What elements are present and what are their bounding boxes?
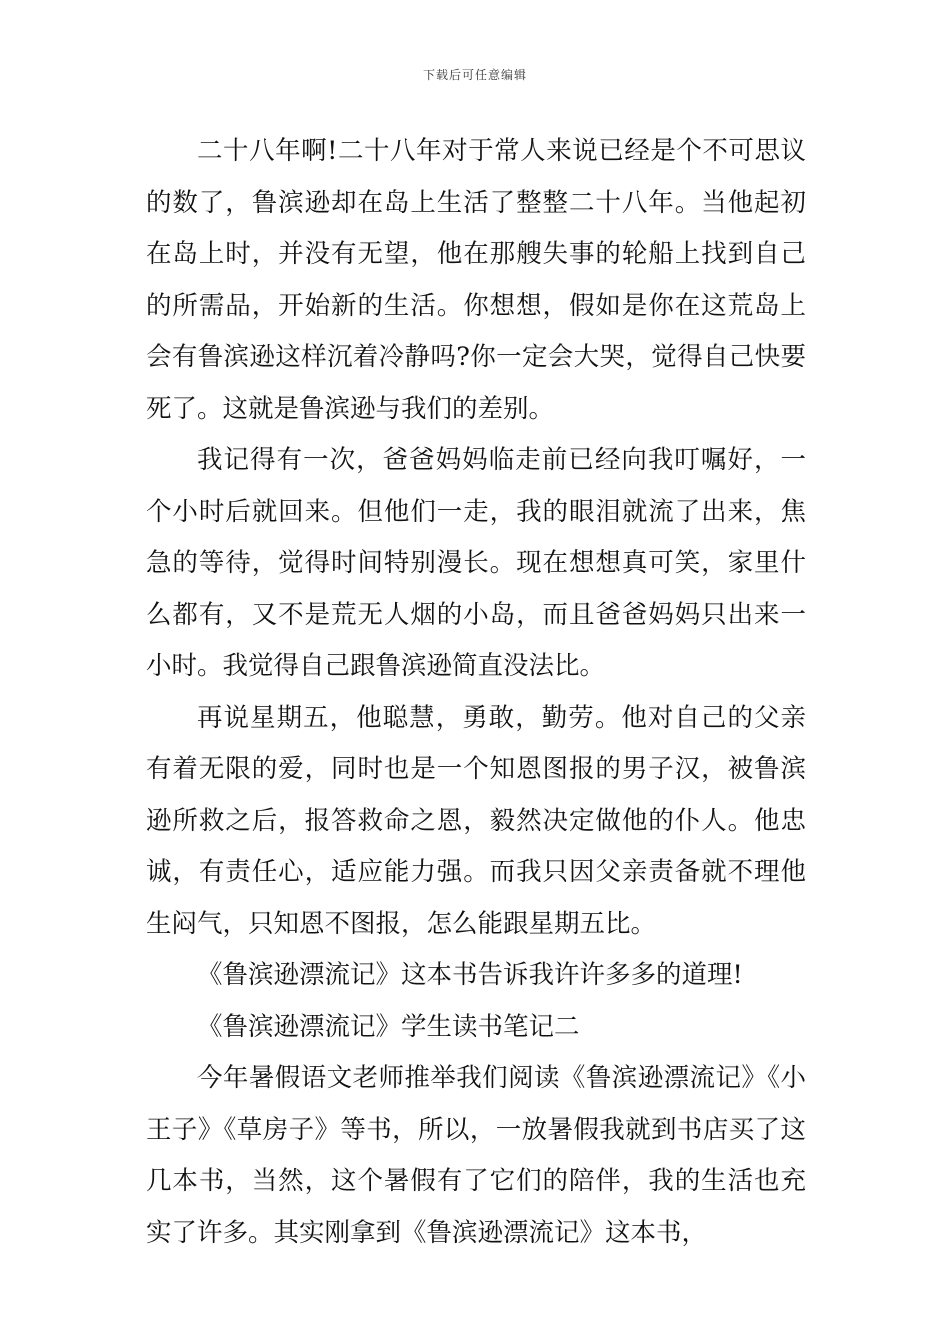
document-body bbox=[146, 126, 806, 1259]
page-header: 下载后可任意编辑 bbox=[422, 68, 527, 82]
paragraph-3: 再说星期五，他聪慧，勇敢，勤劳。他对自己的父亲有着无限的爱，同时也是一个知恩图报的男子汉，被鲁滨逊所救之后，报答救命之恩，毅然决定做他的仆人。他忠诚，有责任心，适应能力强。而我只因父亲责备就不理他生闷气，只知恩不图报，怎么能跟星期五比。 bbox=[146, 702, 806, 939]
section-title: 《鲁滨逊漂流记》学生读书笔记二 bbox=[197, 1011, 580, 1042]
paragraph-4: 《鲁滨逊漂流记》这本书告诉我许许多多的道理! bbox=[197, 960, 743, 990]
paragraph-1: 二十八年啊!二十八年对于常人来说已经是个不可思议的数了，鲁滨逊却在岛上生活了整整二十八年。当他起初在岛上时，并没有无望，他在那艘失事的轮船上找到自己的所需品，开始新的生活。你想想，假如是你在这荒岛上会有鲁滨逊这样沉着冷静吗?你一定会大哭，觉得自己快要死了。这就是鲁滨逊与我们的差别。 bbox=[146, 136, 806, 424]
paragraph-5: 今年暑假语文老师推举我们阅读《鲁滨逊漂流记》《小王子》《草房子》等书，所以，一放暑假我就到书店买了这几本书，当然，这个暑假有了它们的陪伴，我的生活也充实了许多。其实刚拿到《鲁滨逊漂流记》这本书， bbox=[146, 1063, 806, 1248]
paragraph-2: 我记得有一次，爸爸妈妈临走前已经向我叮嘱好，一个小时后就回来。但他们一走，我的眼泪就流了出来，焦急的等待，觉得时间特别漫长。现在想想真可笑，家里什么都有，又不是荒无人烟的小岛，而且爸爸妈妈只出来一小时。我觉得自己跟鲁滨逊简直没法比。 bbox=[146, 445, 806, 681]
